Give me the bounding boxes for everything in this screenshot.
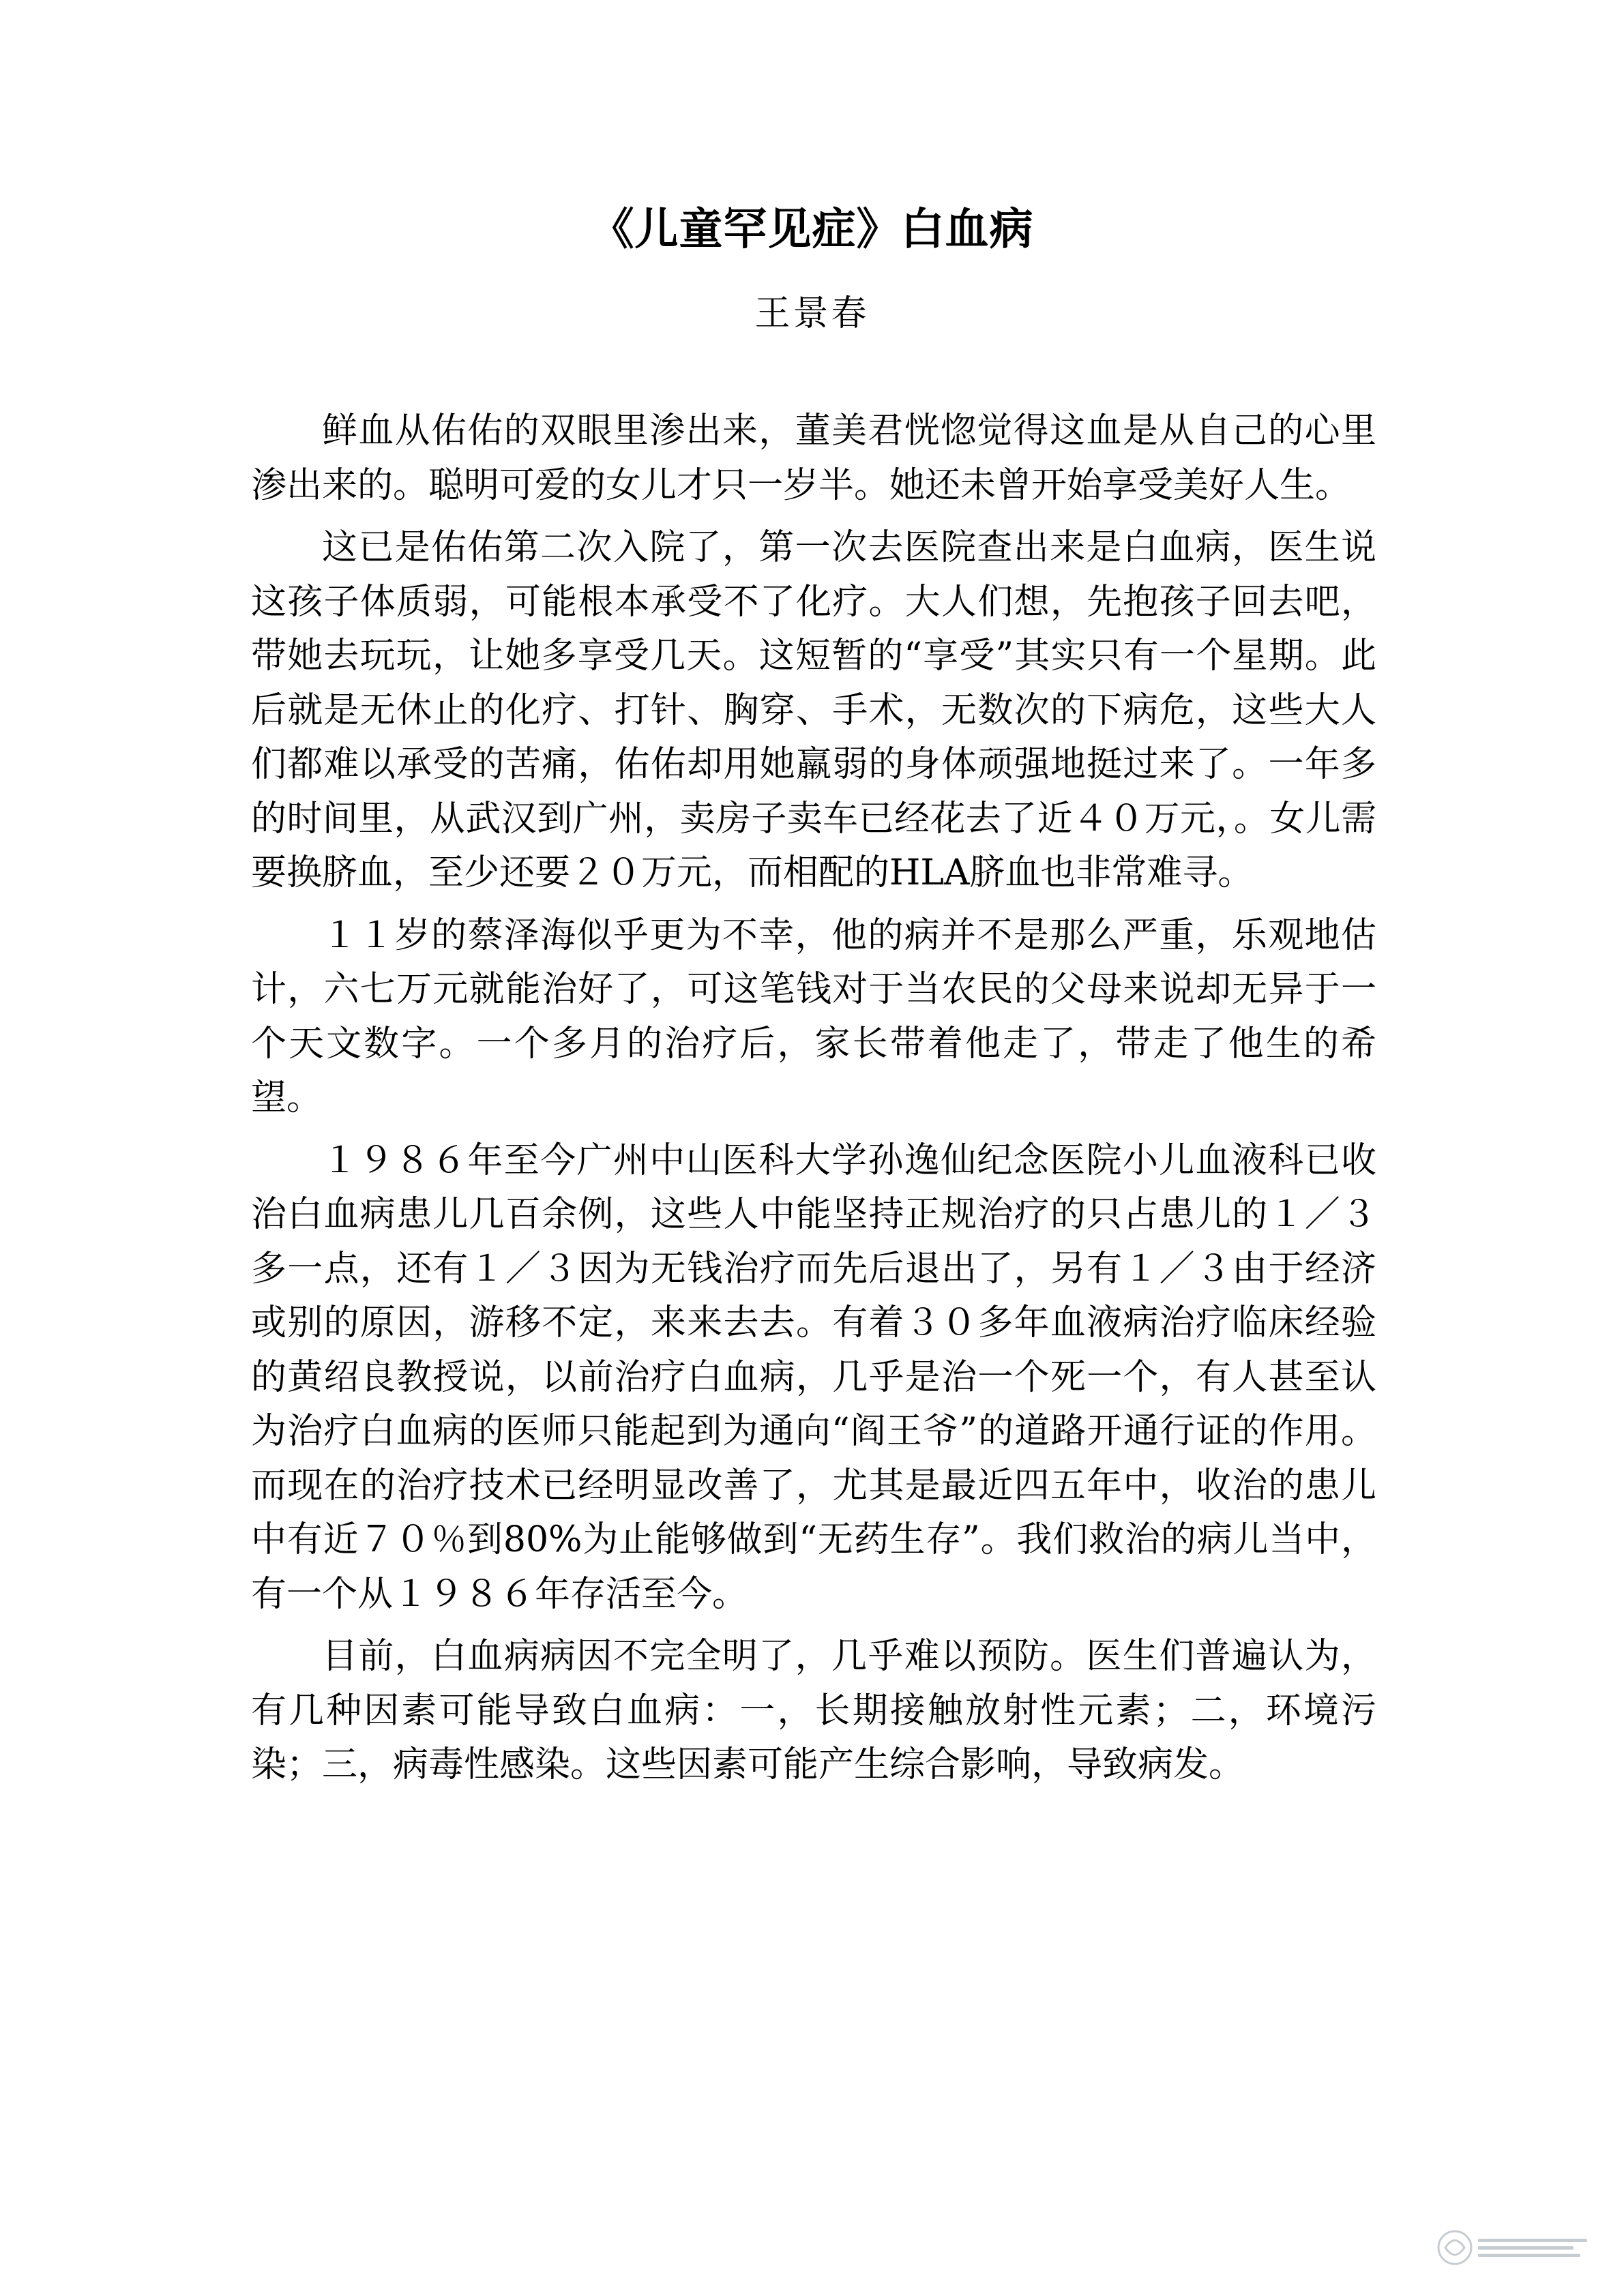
document-title: 《儿童罕见症》白血病	[590, 204, 1034, 255]
paragraph: １９８６年至今广州中山医科大学孙逸仙纪念医院小儿血液科已收治白血病患儿几百余例，这些人中能坚持正规治疗的只占患儿的１／３多一点，还有１／３因为无钱治疗而先后退出了，另有１／３由于经济或别的原因，游移不定，来来去去。有着３０多年血液病治疗临床经验的黄绍良教授说，以前治疗白血病，几乎是治一个死一个，有人甚至认为治疗白血病的医师只能起到为通向“阎王爷”的道路开通行证的作用。而现在的治疗技术已经明显改善了，尤其是最近四五年中，收治的患儿中有近７０％到80%为止能够做到“无药生存”。我们救治的病儿当中，有一个从１９８６年存活至今。	[251, 1139, 1376, 1615]
document-author: 王景春	[754, 293, 870, 334]
paragraph: 这已是佑佑第二次入院了，第一次去医院查出来是白血病，医生说这孩子体质弱，可能根本承受不了化疗。大人们想，先抱孩子回去吧，带她去玩玩，让她多享受几天。这短暂的“享受”其实只有一个星期。此后就是无休止的化疗、打针、胸穿、手术，无数次的下病危，这些大人们都难以承受的苦痛，佑佑却用她羸弱的身体顽强地挺过来了。一年多的时间里，从武汉到广州，卖房子卖车已经花去了近４０万元，。女儿需要换脐血，至少还要２０万元，而相配的HLA脐血也非常难寻。	[251, 527, 1376, 893]
paragraph: １１岁的蔡泽海似乎更为不幸，他的病并不是那么严重，乐观地估计，六七万元就能治好了，可这笔钱对于当农民的父母来说却无异于一个天文数字。一个多月的治疗后，家长带着他走了，带走了他生的希望。	[251, 914, 1376, 1118]
document-body	[251, 404, 1376, 1793]
site-logo-icon	[1433, 2224, 1597, 2271]
paragraph: 鲜血从佑佑的双眼里渗出来，董美君恍惚觉得这血是从自己的心里渗出来的。聪明可爱的女儿才只一岁半。她还未曾开始享受美好人生。	[251, 411, 1376, 506]
paragraph: 目前，白血病病因不完全明了，几乎难以预防。医生们普遍认为，有几种因素可能导致白血病：一，长期接触放射性元素；二，环境污染；三，病毒性感染。这些因素可能产生综合影响，导致病发。	[251, 1636, 1376, 1785]
